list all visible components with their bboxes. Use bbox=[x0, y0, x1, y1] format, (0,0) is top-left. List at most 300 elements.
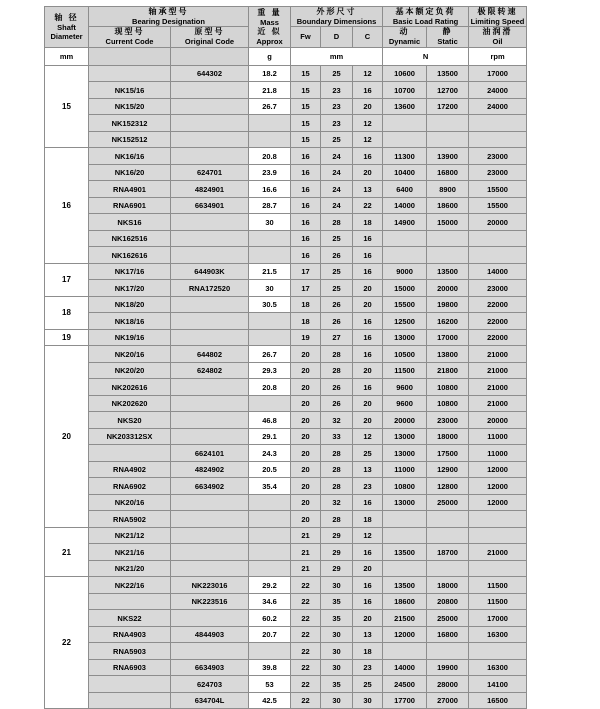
c-cell: 25 bbox=[353, 445, 383, 462]
current-code-cell bbox=[89, 445, 171, 462]
shaft-diameter-cell: 21 bbox=[45, 527, 89, 577]
fw-cell: 20 bbox=[291, 428, 321, 445]
dynamic-load-cell: 13000 bbox=[383, 329, 427, 346]
mass-cell bbox=[249, 511, 291, 528]
current-code-cell: RNA4901 bbox=[89, 181, 171, 198]
table-row bbox=[45, 115, 527, 132]
dynamic-load-cell bbox=[383, 115, 427, 132]
table-row bbox=[45, 82, 527, 99]
static-load-cell: 27000 bbox=[427, 692, 469, 709]
static-load-cell bbox=[427, 527, 469, 544]
table-row bbox=[45, 461, 527, 478]
limiting-speed-cell: 22000 bbox=[469, 296, 527, 313]
static-load-cell bbox=[427, 560, 469, 577]
d-cell: 30 bbox=[321, 659, 353, 676]
fw-cell: 20 bbox=[291, 379, 321, 396]
dynamic-load-cell: 13000 bbox=[383, 445, 427, 462]
shaft-diameter-cell: 20 bbox=[45, 346, 89, 528]
c-cell: 16 bbox=[353, 148, 383, 165]
original-code-cell bbox=[171, 98, 249, 115]
original-code-cell: 634704L bbox=[171, 692, 249, 709]
mass-cell bbox=[249, 247, 291, 264]
mass-cell bbox=[249, 329, 291, 346]
table-row bbox=[45, 263, 527, 280]
fw-cell: 16 bbox=[291, 197, 321, 214]
current-code-cell: NK21/16 bbox=[89, 544, 171, 561]
static-load-cell bbox=[427, 643, 469, 660]
current-code-cell: RNA6902 bbox=[89, 478, 171, 495]
original-code-cell bbox=[171, 230, 249, 247]
mass-cell: 20.5 bbox=[249, 461, 291, 478]
c-cell: 20 bbox=[353, 98, 383, 115]
limiting-speed-cell: 20000 bbox=[469, 214, 527, 231]
current-code-cell: NK202616 bbox=[89, 379, 171, 396]
table-row bbox=[45, 577, 527, 594]
static-load-cell: 25000 bbox=[427, 610, 469, 627]
mass-cell: 30.5 bbox=[249, 296, 291, 313]
fw-cell: 22 bbox=[291, 593, 321, 610]
fw-cell: 18 bbox=[291, 296, 321, 313]
original-code-cell bbox=[171, 527, 249, 544]
dynamic-load-cell: 10700 bbox=[383, 82, 427, 99]
static-load-cell: 13900 bbox=[427, 148, 469, 165]
c-cell: 20 bbox=[353, 164, 383, 181]
current-code-cell: RNA4903 bbox=[89, 626, 171, 643]
table-header bbox=[45, 7, 527, 66]
mass-cell: 26.7 bbox=[249, 98, 291, 115]
d-cell: 28 bbox=[321, 445, 353, 462]
unit-original-code-spacer bbox=[171, 47, 249, 65]
c-cell: 20 bbox=[353, 296, 383, 313]
mass-cell: 46.8 bbox=[249, 412, 291, 429]
c-cell: 20 bbox=[353, 395, 383, 412]
c-cell: 23 bbox=[353, 478, 383, 495]
c-cell: 12 bbox=[353, 115, 383, 132]
header-oil-lubrication-en: Oil bbox=[492, 37, 503, 47]
current-code-cell: RNA6901 bbox=[89, 197, 171, 214]
static-load-cell: 23000 bbox=[427, 412, 469, 429]
limiting-speed-cell bbox=[469, 247, 527, 264]
static-load-cell bbox=[427, 511, 469, 528]
header-bearing-designation-en: Bearing Designation bbox=[132, 17, 205, 26]
header-bearing-designation bbox=[89, 7, 249, 27]
mass-cell: 29.2 bbox=[249, 577, 291, 594]
table-row bbox=[45, 428, 527, 445]
header-row-units bbox=[45, 47, 527, 65]
fw-cell: 20 bbox=[291, 445, 321, 462]
static-load-cell: 19900 bbox=[427, 659, 469, 676]
dynamic-load-cell bbox=[383, 527, 427, 544]
table-row bbox=[45, 181, 527, 198]
mass-cell bbox=[249, 395, 291, 412]
header-fw: Fw bbox=[291, 27, 321, 47]
header-static-en: Static bbox=[437, 37, 458, 47]
current-code-cell: NK22/16 bbox=[89, 577, 171, 594]
d-cell: 27 bbox=[321, 329, 353, 346]
c-cell: 18 bbox=[353, 643, 383, 660]
static-load-cell: 18000 bbox=[427, 428, 469, 445]
d-cell: 28 bbox=[321, 214, 353, 231]
limiting-speed-cell: 22000 bbox=[469, 329, 527, 346]
static-load-cell: 17000 bbox=[427, 329, 469, 346]
dynamic-load-cell: 11000 bbox=[383, 461, 427, 478]
static-load-cell: 17200 bbox=[427, 98, 469, 115]
c-cell: 16 bbox=[353, 82, 383, 99]
mass-cell bbox=[249, 544, 291, 561]
current-code-cell: NK18/16 bbox=[89, 313, 171, 330]
dynamic-load-cell bbox=[383, 643, 427, 660]
c-cell: 16 bbox=[353, 263, 383, 280]
limiting-speed-cell: 20000 bbox=[469, 412, 527, 429]
dynamic-load-cell: 18600 bbox=[383, 593, 427, 610]
mass-cell: 21.8 bbox=[249, 82, 291, 99]
static-load-cell: 12800 bbox=[427, 478, 469, 495]
header-boundary-dimensions-cn: 外形尺寸 bbox=[316, 7, 357, 16]
shaft-diameter-cell: 22 bbox=[45, 577, 89, 709]
d-cell: 26 bbox=[321, 395, 353, 412]
fw-cell: 20 bbox=[291, 494, 321, 511]
current-code-cell: NK16/16 bbox=[89, 148, 171, 165]
limiting-speed-cell: 17000 bbox=[469, 65, 527, 82]
limiting-speed-cell bbox=[469, 643, 527, 660]
original-code-cell: 4824901 bbox=[171, 181, 249, 198]
original-code-cell bbox=[171, 247, 249, 264]
fw-cell: 16 bbox=[291, 164, 321, 181]
c-cell: 30 bbox=[353, 692, 383, 709]
dynamic-load-cell: 9600 bbox=[383, 379, 427, 396]
limiting-speed-cell: 22000 bbox=[469, 313, 527, 330]
table-row bbox=[45, 148, 527, 165]
dynamic-load-cell: 14900 bbox=[383, 214, 427, 231]
original-code-cell: 644802 bbox=[171, 346, 249, 363]
table-body bbox=[45, 65, 527, 709]
original-code-cell: 624802 bbox=[171, 362, 249, 379]
fw-cell: 22 bbox=[291, 610, 321, 627]
limiting-speed-cell: 16500 bbox=[469, 692, 527, 709]
static-load-cell: 12900 bbox=[427, 461, 469, 478]
dynamic-load-cell: 13600 bbox=[383, 98, 427, 115]
current-code-cell: RNA5903 bbox=[89, 643, 171, 660]
c-cell: 13 bbox=[353, 626, 383, 643]
header-shaft-diameter-cn: 轴 径 bbox=[54, 12, 79, 22]
original-code-cell: 6634902 bbox=[171, 478, 249, 495]
current-code-cell bbox=[89, 692, 171, 709]
d-cell: 28 bbox=[321, 478, 353, 495]
current-code-cell: NK21/20 bbox=[89, 560, 171, 577]
mass-cell: 35.4 bbox=[249, 478, 291, 495]
dynamic-load-cell: 20000 bbox=[383, 412, 427, 429]
header-mass-en1: Mass bbox=[260, 17, 279, 27]
mass-cell bbox=[249, 643, 291, 660]
mass-cell: 29.3 bbox=[249, 362, 291, 379]
original-code-cell: 644903K bbox=[171, 263, 249, 280]
limiting-speed-cell: 15500 bbox=[469, 197, 527, 214]
table-row bbox=[45, 164, 527, 181]
mass-cell bbox=[249, 131, 291, 148]
original-code-cell bbox=[171, 214, 249, 231]
dynamic-load-cell: 21500 bbox=[383, 610, 427, 627]
mass-cell bbox=[249, 115, 291, 132]
static-load-cell: 12700 bbox=[427, 82, 469, 99]
dynamic-load-cell: 11300 bbox=[383, 148, 427, 165]
current-code-cell: NKS20 bbox=[89, 412, 171, 429]
table-row bbox=[45, 65, 527, 82]
limiting-speed-cell: 11500 bbox=[469, 577, 527, 594]
dynamic-load-cell: 6400 bbox=[383, 181, 427, 198]
limiting-speed-cell: 21000 bbox=[469, 362, 527, 379]
current-code-cell: NK203312SX bbox=[89, 428, 171, 445]
dynamic-load-cell: 14000 bbox=[383, 197, 427, 214]
c-cell: 20 bbox=[353, 280, 383, 297]
c-cell: 20 bbox=[353, 362, 383, 379]
c-cell: 12 bbox=[353, 65, 383, 82]
header-mass-en2: Approx bbox=[256, 36, 283, 46]
static-load-cell: 20800 bbox=[427, 593, 469, 610]
original-code-cell bbox=[171, 148, 249, 165]
dynamic-load-cell bbox=[383, 131, 427, 148]
fw-cell: 15 bbox=[291, 82, 321, 99]
static-load-cell: 18600 bbox=[427, 197, 469, 214]
original-code-cell bbox=[171, 511, 249, 528]
static-load-cell: 28000 bbox=[427, 676, 469, 693]
static-load-cell bbox=[427, 230, 469, 247]
limiting-speed-cell bbox=[469, 115, 527, 132]
header-mass-cn2: 近 似 bbox=[257, 26, 282, 36]
c-cell: 16 bbox=[353, 230, 383, 247]
table-row bbox=[45, 230, 527, 247]
static-load-cell: 13500 bbox=[427, 65, 469, 82]
dynamic-load-cell: 10600 bbox=[383, 65, 427, 82]
d-cell: 25 bbox=[321, 280, 353, 297]
shaft-diameter-cell: 16 bbox=[45, 148, 89, 264]
c-cell: 16 bbox=[353, 593, 383, 610]
table-row bbox=[45, 494, 527, 511]
limiting-speed-cell: 12000 bbox=[469, 461, 527, 478]
original-code-cell bbox=[171, 412, 249, 429]
mass-cell: 53 bbox=[249, 676, 291, 693]
header-c: C bbox=[353, 27, 383, 47]
header-dynamic bbox=[383, 27, 427, 47]
dynamic-load-cell bbox=[383, 560, 427, 577]
mass-cell: 24.3 bbox=[249, 445, 291, 462]
limiting-speed-cell: 14000 bbox=[469, 263, 527, 280]
original-code-cell bbox=[171, 329, 249, 346]
d-cell: 26 bbox=[321, 313, 353, 330]
original-code-cell bbox=[171, 428, 249, 445]
static-load-cell bbox=[427, 247, 469, 264]
limiting-speed-cell: 16300 bbox=[469, 626, 527, 643]
header-basic-load-rating-cn: 基本额定负荷 bbox=[395, 7, 456, 16]
fw-cell: 22 bbox=[291, 577, 321, 594]
d-cell: 25 bbox=[321, 131, 353, 148]
c-cell: 22 bbox=[353, 197, 383, 214]
original-code-cell: 6634903 bbox=[171, 659, 249, 676]
fw-cell: 15 bbox=[291, 115, 321, 132]
dynamic-load-cell: 15500 bbox=[383, 296, 427, 313]
c-cell: 16 bbox=[353, 379, 383, 396]
original-code-cell bbox=[171, 131, 249, 148]
original-code-cell bbox=[171, 313, 249, 330]
static-load-cell: 16200 bbox=[427, 313, 469, 330]
original-code-cell bbox=[171, 395, 249, 412]
current-code-cell: NK20/16 bbox=[89, 494, 171, 511]
mass-cell: 30 bbox=[249, 214, 291, 231]
table-row bbox=[45, 197, 527, 214]
d-cell: 30 bbox=[321, 577, 353, 594]
header-static bbox=[427, 27, 469, 47]
header-original-code bbox=[171, 27, 249, 47]
c-cell: 16 bbox=[353, 544, 383, 561]
header-current-code bbox=[89, 27, 171, 47]
d-cell: 35 bbox=[321, 610, 353, 627]
table-row bbox=[45, 346, 527, 363]
mass-cell: 29.1 bbox=[249, 428, 291, 445]
bearing-spec-table bbox=[44, 6, 527, 709]
header-d: D bbox=[321, 27, 353, 47]
d-cell: 33 bbox=[321, 428, 353, 445]
table-row bbox=[45, 544, 527, 561]
c-cell: 20 bbox=[353, 412, 383, 429]
original-code-cell: 624703 bbox=[171, 676, 249, 693]
header-boundary-dimensions-en: Boundary Dimensions bbox=[296, 17, 377, 26]
d-cell: 24 bbox=[321, 148, 353, 165]
header-oil-lubrication bbox=[469, 27, 527, 47]
shaft-diameter-cell: 19 bbox=[45, 329, 89, 346]
header-current-code-cn: 现型号 bbox=[114, 27, 145, 37]
c-cell: 16 bbox=[353, 346, 383, 363]
mass-cell: 28.7 bbox=[249, 197, 291, 214]
table-row bbox=[45, 395, 527, 412]
limiting-speed-cell bbox=[469, 230, 527, 247]
limiting-speed-cell bbox=[469, 527, 527, 544]
original-code-cell bbox=[171, 296, 249, 313]
header-dynamic-en: Dynamic bbox=[388, 37, 421, 47]
limiting-speed-cell: 16300 bbox=[469, 659, 527, 676]
limiting-speed-cell: 17000 bbox=[469, 610, 527, 627]
original-code-cell bbox=[171, 82, 249, 99]
mass-cell: 30 bbox=[249, 280, 291, 297]
limiting-speed-cell: 21000 bbox=[469, 379, 527, 396]
d-cell: 30 bbox=[321, 643, 353, 660]
current-code-cell: NK162616 bbox=[89, 247, 171, 264]
limiting-speed-cell: 12000 bbox=[469, 494, 527, 511]
current-code-cell: NK202620 bbox=[89, 395, 171, 412]
header-mass bbox=[249, 7, 291, 48]
fw-cell: 22 bbox=[291, 676, 321, 693]
header-mass-cn1: 重 量 bbox=[257, 7, 282, 17]
current-code-cell bbox=[89, 593, 171, 610]
dynamic-load-cell: 13500 bbox=[383, 577, 427, 594]
d-cell: 25 bbox=[321, 230, 353, 247]
header-current-code-en: Current Code bbox=[105, 37, 154, 47]
static-load-cell bbox=[427, 131, 469, 148]
dynamic-load-cell bbox=[383, 511, 427, 528]
mass-cell: 39.8 bbox=[249, 659, 291, 676]
original-code-cell: 6634901 bbox=[171, 197, 249, 214]
fw-cell: 20 bbox=[291, 461, 321, 478]
c-cell: 13 bbox=[353, 461, 383, 478]
static-load-cell: 16800 bbox=[427, 164, 469, 181]
original-code-cell: 644302 bbox=[171, 65, 249, 82]
table-row bbox=[45, 247, 527, 264]
table-row bbox=[45, 527, 527, 544]
d-cell: 26 bbox=[321, 379, 353, 396]
static-load-cell: 20000 bbox=[427, 280, 469, 297]
bearing-spec-page bbox=[0, 6, 600, 705]
d-cell: 25 bbox=[321, 65, 353, 82]
d-cell: 29 bbox=[321, 544, 353, 561]
current-code-cell: NK15/20 bbox=[89, 98, 171, 115]
d-cell: 23 bbox=[321, 82, 353, 99]
d-cell: 23 bbox=[321, 98, 353, 115]
fw-cell: 15 bbox=[291, 98, 321, 115]
limiting-speed-cell: 24000 bbox=[469, 98, 527, 115]
current-code-cell: NK17/20 bbox=[89, 280, 171, 297]
d-cell: 24 bbox=[321, 181, 353, 198]
fw-cell: 20 bbox=[291, 362, 321, 379]
table-row bbox=[45, 98, 527, 115]
table-row bbox=[45, 412, 527, 429]
original-code-cell bbox=[171, 115, 249, 132]
dynamic-load-cell: 12500 bbox=[383, 313, 427, 330]
mass-cell bbox=[249, 313, 291, 330]
current-code-cell: NKS16 bbox=[89, 214, 171, 231]
fw-cell: 20 bbox=[291, 478, 321, 495]
c-cell: 23 bbox=[353, 659, 383, 676]
mass-cell: 21.5 bbox=[249, 263, 291, 280]
d-cell: 30 bbox=[321, 626, 353, 643]
fw-cell: 21 bbox=[291, 527, 321, 544]
table-row bbox=[45, 379, 527, 396]
fw-cell: 20 bbox=[291, 395, 321, 412]
d-cell: 28 bbox=[321, 461, 353, 478]
c-cell: 16 bbox=[353, 577, 383, 594]
current-code-cell: RNA4902 bbox=[89, 461, 171, 478]
dynamic-load-cell: 12000 bbox=[383, 626, 427, 643]
limiting-speed-cell: 11000 bbox=[469, 445, 527, 462]
mass-cell: 18.2 bbox=[249, 65, 291, 82]
static-load-cell: 13800 bbox=[427, 346, 469, 363]
d-cell: 32 bbox=[321, 412, 353, 429]
fw-cell: 16 bbox=[291, 214, 321, 231]
header-oil-lubrication-cn: 油润滑 bbox=[482, 27, 513, 37]
c-cell: 25 bbox=[353, 676, 383, 693]
dynamic-load-cell: 15000 bbox=[383, 280, 427, 297]
table-row bbox=[45, 478, 527, 495]
current-code-cell: RNA6903 bbox=[89, 659, 171, 676]
unit-load-rating: N bbox=[383, 47, 469, 65]
limiting-speed-cell: 21000 bbox=[469, 395, 527, 412]
header-limiting-speed bbox=[469, 7, 527, 27]
limiting-speed-cell: 23000 bbox=[469, 280, 527, 297]
static-load-cell: 18700 bbox=[427, 544, 469, 561]
header-static-cn: 静 bbox=[442, 27, 453, 37]
header-basic-load-rating bbox=[383, 7, 469, 27]
dynamic-load-cell: 10400 bbox=[383, 164, 427, 181]
static-load-cell: 17500 bbox=[427, 445, 469, 462]
fw-cell: 17 bbox=[291, 263, 321, 280]
original-code-cell bbox=[171, 544, 249, 561]
d-cell: 29 bbox=[321, 527, 353, 544]
fw-cell: 22 bbox=[291, 643, 321, 660]
table-row bbox=[45, 329, 527, 346]
dynamic-load-cell: 24500 bbox=[383, 676, 427, 693]
dynamic-load-cell bbox=[383, 230, 427, 247]
table-row bbox=[45, 511, 527, 528]
header-boundary-dimensions bbox=[291, 7, 383, 27]
original-code-cell: RNA172520 bbox=[171, 280, 249, 297]
fw-cell: 15 bbox=[291, 131, 321, 148]
